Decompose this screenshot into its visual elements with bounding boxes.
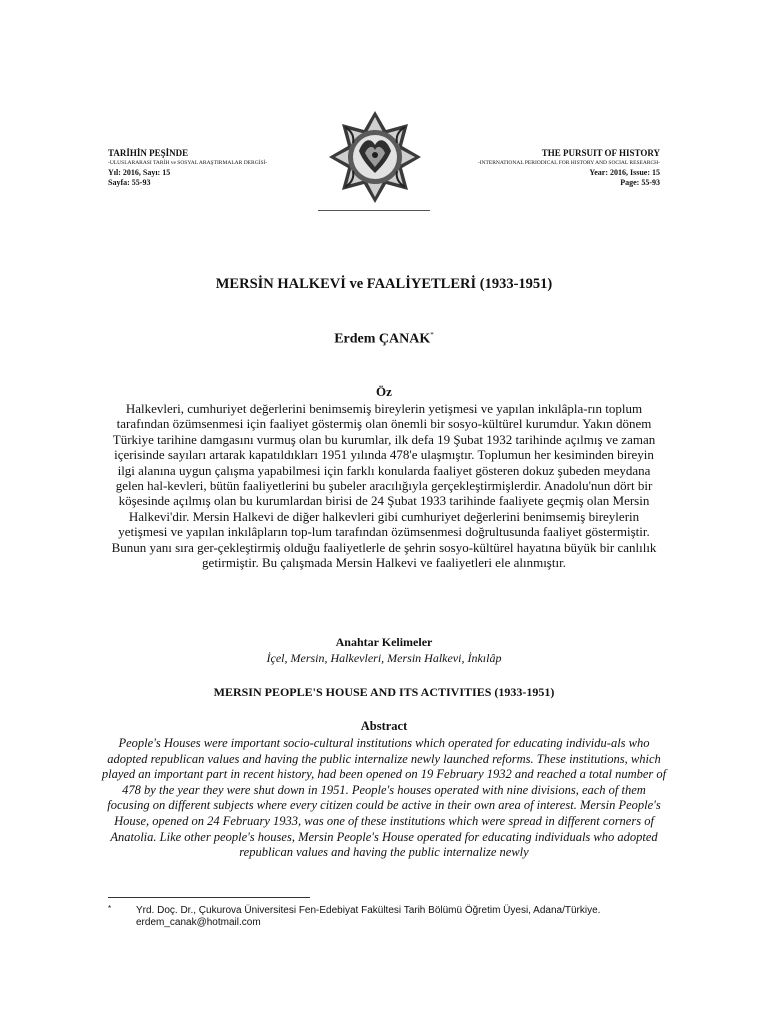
article-title-en: MERSIN PEOPLE'S HOUSE AND ITS ACTIVITIES (1933-1951) [213, 685, 555, 699]
footnote-text: Yrd. Doç. Dr., Çukurova Üniversitesi Fen-Edebiyat Fakültesi Tarih Bölümü Öğretim Üyesi, Adana/Türkiye. [136, 905, 601, 916]
keywords-heading: Anahtar Kelimeler [335, 635, 433, 649]
pages-en: Page: 55-93 [620, 178, 660, 187]
footnote [108, 905, 668, 929]
abstract-heading: Abstract [360, 719, 408, 733]
journal-header-tr [108, 148, 328, 188]
journal-title-tr: TARİHİN PEŞİNDE [108, 148, 189, 158]
oz-text: Halkevleri, cumhuriyet değerlerini benimsemiş bireylerin yetişmesi ve yapılan inkılâpla-rın toplum tarafından özümsenmesi için faaliyet göstermiş olan önemli bir sosyo-kültürel kurumdur. Yakın dönem Türkiye tarihine damgasını vurmuş olan bu kurumlar, ilk defa 19 Şubat 1932 tarihinde açılmış ve zaman içerisinde sayıları artarak kapatıldıkları 1951 yılında 478'e ulaşmıştır. Toplumun her kesiminden bireyin ilgi alanına uygun çalışma yapabilmesi için farklı konularda faaliyet gösteren dokuz şubeden meydana gelen hal-kevleri, bütün faaliyetlerini bu şubeler aracılığıyla gerçekleştirmişlerdir. Anadolu'nun dört bir köşesinde açılmış olan bu kurumlardan birisi de 24 Şubat 1933 tarihinde faaliyete geçmiş olan Mersin Halkevi'dir. Mersin Halkevi de diğer halkevleri gibi cumhuriyet değerlerini benimsemiş bireylerin yetişmesi ve yapılan inkılâpların top-lum tarafından özümsenmesi doğrultusunda faaliyet göstermiştir. Bunun yanı sıra ger-çekleştirmiş olduğu faaliyetlerle de şehrin sosyo-kültürel hayatına büyük bir canlılık getirmiştir. Bu çalışmada Mersin Halkevi ve faaliyetleri ele alınmıştır. [111, 401, 657, 571]
author-name: Erdem ÇANAK [334, 331, 431, 347]
abstract-text: People's Houses were important socio-cultural institutions which operated for educating individu-als who adopted republican values and having the public internalize newly launched reforms. These institutions, which played an important part in recent history, had been opened on 19 February 1932 and reached a total number of 478 by the year they were shut down in 1951. People's houses operated with nine divisions, each of them focusing on different subjects where every citizen could be active in their own area of interest. Mersin People's House, opened on 24 February 1933, was one of these institutions which were spread in different corners of Anatolia. Like other people's houses, Mersin People's House operated for educating individuals who adopted republican values and having the public internalize newly [101, 736, 667, 860]
keywords: İçel, Mersin, Halkevleri, Mersin Halkevi, İnkılâp [266, 651, 502, 665]
emblem-underline [318, 210, 430, 211]
journal-subtitle-tr: -ULUSLARARASI TARİH ve SOSYAL ARAŞTIRMALAR DERGİSİ- [108, 160, 268, 166]
oz-heading: Öz [376, 384, 392, 399]
article-title: MERSİN HALKEVİ ve FAALİYETLERİ (1933-1951) [215, 276, 553, 292]
year-issue-en: Year: 2016, Issue: 15 [589, 168, 660, 177]
footnote-email[interactable]: erdem_canak@hotmail.com [136, 917, 261, 928]
year-issue-tr: Yıl: 2016, Sayı: 15 [108, 168, 171, 177]
footnote-mark: * [108, 904, 112, 913]
footnote-divider [108, 897, 310, 898]
author-footnote-mark: * [430, 331, 434, 339]
author-line [0, 331, 768, 348]
pages-tr: Sayfa: 55-93 [108, 178, 151, 187]
journal-title-en: THE PURSUIT OF HISTORY [541, 148, 660, 158]
journal-subtitle-en: -INTERNATIONAL PERIODICAL FOR HISTORY AND SOCIAL RESEARCH- [477, 160, 660, 166]
journal-header-en [400, 148, 660, 188]
